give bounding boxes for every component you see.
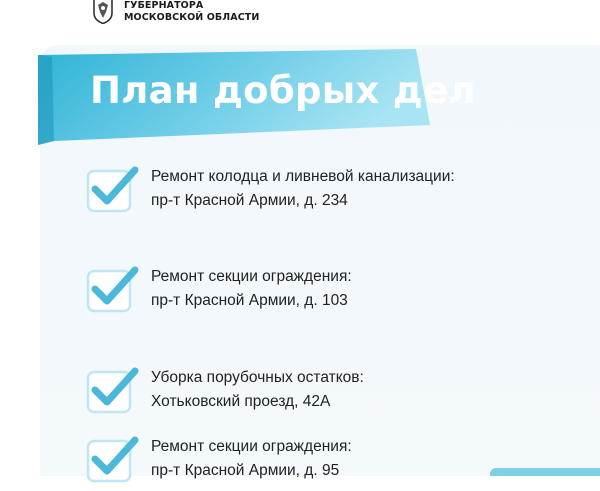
- list-item: [86, 165, 586, 217]
- org-name-line-1: ГУБЕРНАТОРА: [124, 0, 204, 11]
- coat-of-arms-icon: [92, 0, 114, 24]
- org-name-line-2: МОСКОВСКОЙ ОБЛАСТИ: [124, 12, 260, 23]
- checkbox-checked-icon: [86, 366, 142, 422]
- list-item-title: Ремонт секции ограждения:: [151, 438, 352, 455]
- header: [92, 0, 259, 30]
- list-item-address: Хотьковский проезд, 42А: [151, 393, 331, 410]
- bottom-accent-bar: [490, 468, 600, 476]
- checkbox-checked-icon: [86, 165, 142, 221]
- list-item: [86, 265, 586, 317]
- checkbox-checked-icon: [86, 265, 142, 321]
- list-item: [86, 366, 586, 418]
- list-item-text: [151, 265, 352, 313]
- title-banner: [38, 47, 476, 145]
- list-item-title: Ремонт секции ограждения:: [151, 268, 352, 285]
- list-item-address: пр-т Красной Армии, д. 234: [151, 192, 348, 209]
- list-item-text: [151, 165, 455, 213]
- checkbox-checked-icon: [86, 435, 142, 491]
- list-item-title: Уборка порубочных остатков:: [151, 369, 364, 386]
- list-item-text: [151, 366, 364, 414]
- list-item-address: пр-т Красной Армии, д. 95: [151, 462, 340, 479]
- org-name: [124, 0, 259, 24]
- list-item-address: пр-т Красной Армии, д. 103: [151, 292, 348, 309]
- page-title: План добрых дел: [90, 69, 476, 112]
- list-item-title: Ремонт колодца и ливневой канализации:: [151, 168, 455, 185]
- list-item: [86, 435, 586, 487]
